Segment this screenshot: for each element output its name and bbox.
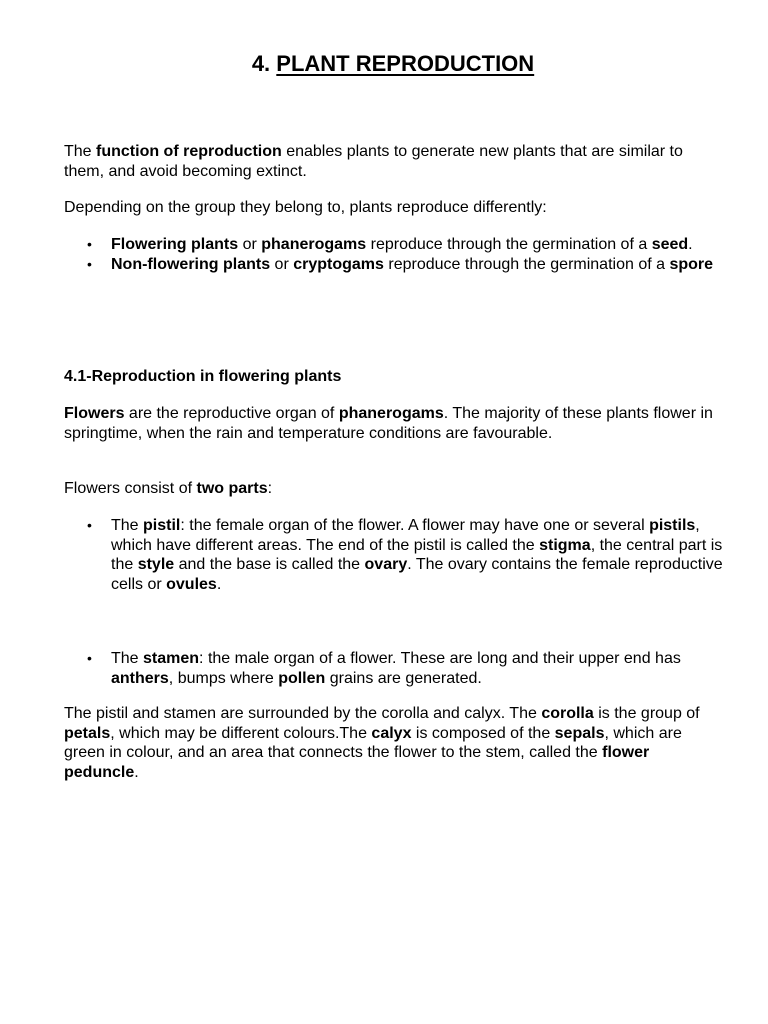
bold-term: function of reproduction [96,143,282,160]
bold-term: stamen [143,650,200,667]
section-paragraph-3: The pistil and stamen are surrounded by the corolla and calyx. The corolla is the group of petals, which may be different colours.The calyx is composed of the sepals, which are green in colour, and an area that connects the flower to the stem, called the flower peduncle. [64,705,700,781]
list-item-stamen [64,649,724,688]
bold-term: sepals [554,724,605,742]
bold-term: two parts [196,480,268,497]
title-number: 4. [251,51,271,76]
list-item-text: Flowering plants or phanerogams reproduce through the germination of a seed. [111,236,693,253]
pistil-list [64,516,724,594]
section-paragraph-1: Flowers are the reproductive organ of phanerogams. The majority of these plants flower in springtime, when the rain and temperature conditions are favourable. [64,405,713,442]
bold-term: cryptogams [293,255,384,273]
bold-term: calyx [371,724,412,742]
bullet-icon: • [87,650,92,666]
plant-groups-list [64,235,724,274]
bold-term: stigma [539,536,591,554]
bold-term: pollen [278,669,326,687]
page-title [0,50,768,78]
intro-paragraph-2: Depending on the group they belong to, plants reproduce differently: [64,199,547,216]
bold-term: pistils [649,517,696,534]
bold-term: phanerogams [338,405,444,422]
bullet-icon: • [87,255,92,272]
title-text: PLANT REPRODUCTION [276,51,535,76]
bold-term: pistil [143,517,181,534]
bullet-icon: • [87,236,92,252]
bold-term: anthers [111,669,169,687]
bold-term: seed [651,236,689,253]
intro-paragraph-1: The function of reproduction enables plants to generate new plants that are similar to them, and avoid becoming extinct. [64,143,683,180]
bold-term: phanerogams [261,236,367,253]
list-item-pistil [64,516,724,594]
bold-term: Flowers [64,405,125,422]
list-item-text: The stamen: the male organ of a flower. These are long and their upper end has anthers, bumps where pollen grains are generated. [111,650,681,687]
stamen-list [64,649,724,688]
bold-term: style [137,556,175,573]
bold-term: corolla [541,705,594,722]
bold-term: flower peduncle [64,744,650,781]
list-item-text: Non-flowering plants or cryptogams reproduce through the germination of a spore [111,255,714,273]
section-paragraph-2: Flowers consist of two parts: [64,480,273,497]
list-item-non-flowering [64,255,724,275]
bold-term: Non-flowering plants [111,255,271,273]
list-item-flowering [64,235,724,255]
list-item-text: The pistil: the female organ of the flower. A flower may have one or several pistils, which have different areas. The end of the pistil is called the stigma, the central part is the style and the base is called the ovary. The ovary contains the female reproductive cells or ovules. [111,517,723,593]
bold-term: ovary [364,556,408,573]
bold-term: Flowering plants [111,236,239,253]
bullet-icon: • [87,517,92,533]
bold-term: spore [669,255,714,273]
bold-term: petals [64,724,111,742]
bold-term: ovules [166,575,217,593]
section-heading: 4.1-Reproduction in flowering plants [64,368,342,385]
